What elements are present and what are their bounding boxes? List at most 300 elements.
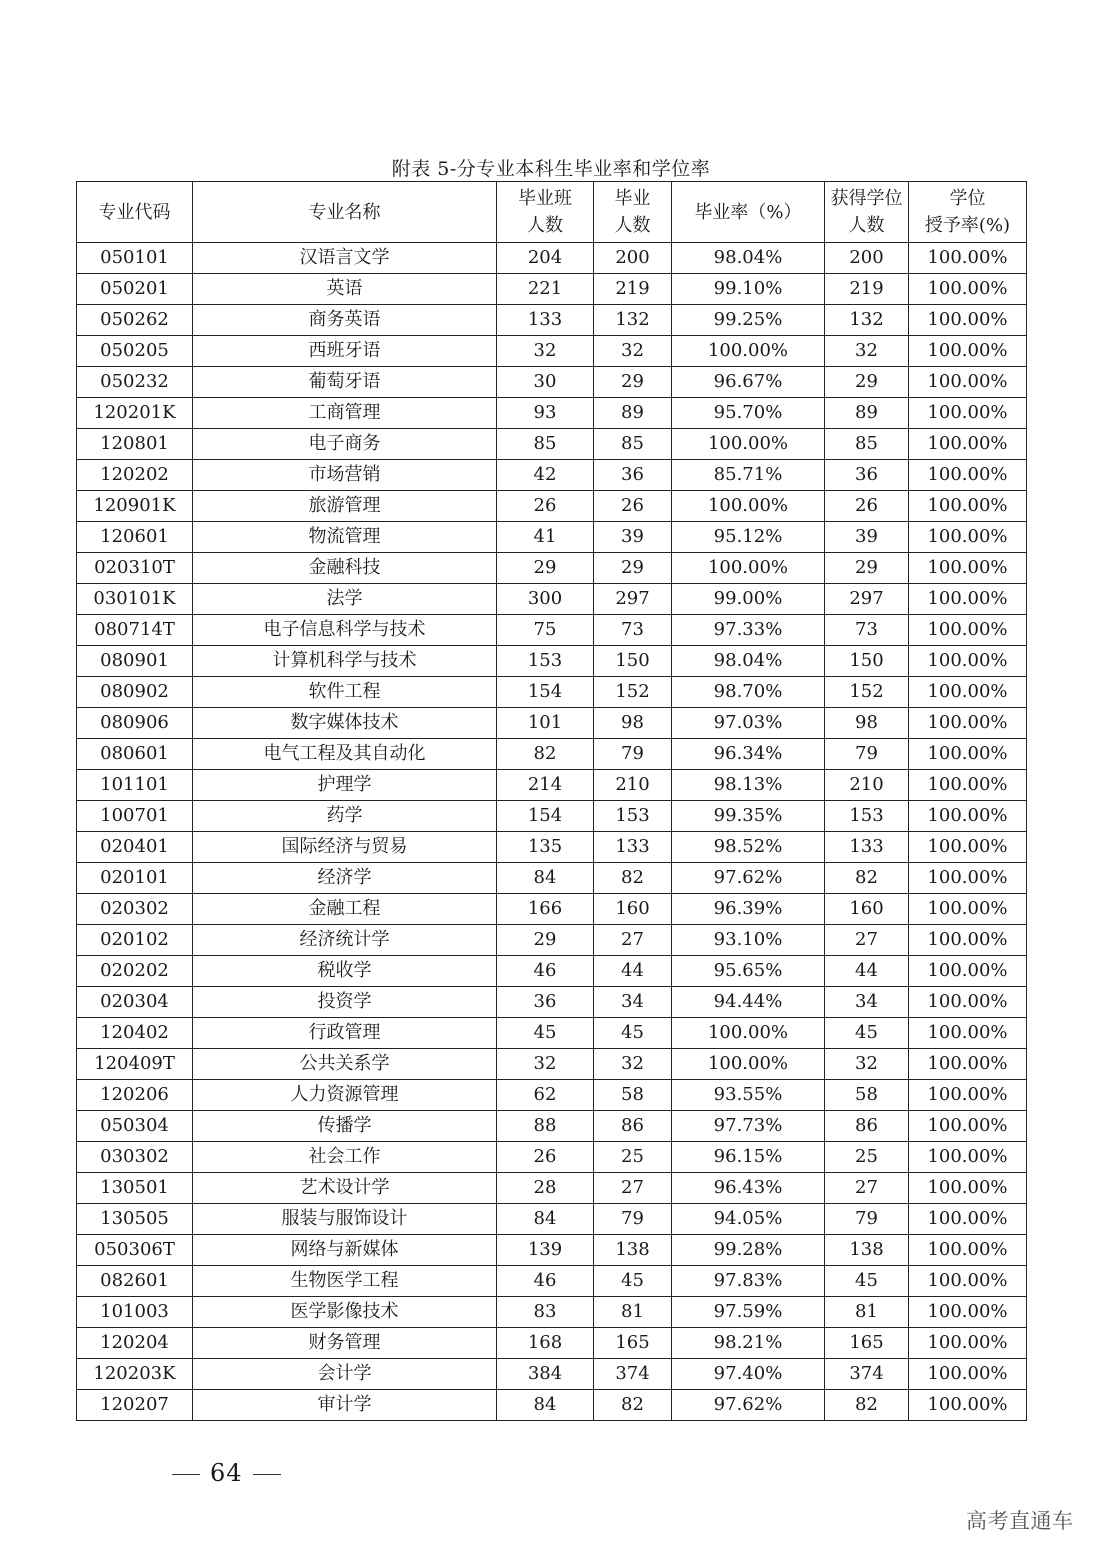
cell-major-name: 商务英语 <box>193 305 497 336</box>
cell-degree-count: 58 <box>825 1080 909 1111</box>
cell-major-code: 120409T <box>77 1049 193 1080</box>
cell-grad-rate: 100.00% <box>672 491 825 522</box>
cell-major-code: 020304 <box>77 987 193 1018</box>
cell-class-count: 139 <box>497 1235 594 1266</box>
cell-major-name: 护理学 <box>193 770 497 801</box>
cell-grad-count: 133 <box>594 832 672 863</box>
table-row <box>77 1359 1027 1390</box>
table-row <box>77 1328 1027 1359</box>
cell-grad-rate: 97.62% <box>672 1390 825 1421</box>
cell-major-code: 120901K <box>77 491 193 522</box>
cell-grad-count: 153 <box>594 801 672 832</box>
cell-degree-rate: 100.00% <box>909 1142 1027 1173</box>
cell-class-count: 75 <box>497 615 594 646</box>
cell-class-count: 133 <box>497 305 594 336</box>
cell-grad-rate: 99.25% <box>672 305 825 336</box>
cell-major-name: 公共关系学 <box>193 1049 497 1080</box>
table-row <box>77 925 1027 956</box>
cell-grad-count: 34 <box>594 987 672 1018</box>
header-grad-rate: 毕业率（%） <box>672 182 825 243</box>
cell-grad-count: 45 <box>594 1018 672 1049</box>
cell-degree-rate: 100.00% <box>909 739 1027 770</box>
cell-major-name: 金融科技 <box>193 553 497 584</box>
cell-class-count: 41 <box>497 522 594 553</box>
cell-grad-rate: 99.35% <box>672 801 825 832</box>
cell-major-name: 法学 <box>193 584 497 615</box>
table-row <box>77 1235 1027 1266</box>
cell-major-name: 税收学 <box>193 956 497 987</box>
cell-degree-rate: 100.00% <box>909 367 1027 398</box>
header-grad-count-line2: 人数 <box>614 215 651 236</box>
cell-major-code: 120204 <box>77 1328 193 1359</box>
cell-grad-rate: 98.52% <box>672 832 825 863</box>
cell-class-count: 26 <box>497 1142 594 1173</box>
cell-major-code: 080901 <box>77 646 193 677</box>
table-row <box>77 1266 1027 1297</box>
cell-grad-count: 26 <box>594 491 672 522</box>
table-row <box>77 832 1027 863</box>
cell-class-count: 204 <box>497 243 594 274</box>
cell-degree-rate: 100.00% <box>909 522 1027 553</box>
cell-grad-count: 132 <box>594 305 672 336</box>
cell-major-name: 西班牙语 <box>193 336 497 367</box>
cell-class-count: 36 <box>497 987 594 1018</box>
header-class-count <box>497 182 594 243</box>
table-row <box>77 646 1027 677</box>
cell-grad-rate: 97.03% <box>672 708 825 739</box>
cell-class-count: 384 <box>497 1359 594 1390</box>
cell-grad-rate: 85.71% <box>672 460 825 491</box>
cell-degree-count: 36 <box>825 460 909 491</box>
cell-major-code: 080714T <box>77 615 193 646</box>
cell-degree-rate: 100.00% <box>909 243 1027 274</box>
cell-major-code: 050306T <box>77 1235 193 1266</box>
cell-grad-rate: 94.44% <box>672 987 825 1018</box>
cell-degree-count: 98 <box>825 708 909 739</box>
cell-degree-count: 45 <box>825 1018 909 1049</box>
cell-grad-rate: 95.65% <box>672 956 825 987</box>
table-row <box>77 615 1027 646</box>
header-degree-rate-line2: 授予率(%) <box>924 215 1011 236</box>
header-degree-count <box>825 182 909 243</box>
cell-major-code: 120206 <box>77 1080 193 1111</box>
table-row <box>77 708 1027 739</box>
cell-grad-rate: 95.12% <box>672 522 825 553</box>
cell-major-code: 101101 <box>77 770 193 801</box>
cell-degree-count: 152 <box>825 677 909 708</box>
cell-degree-rate: 100.00% <box>909 646 1027 677</box>
cell-class-count: 84 <box>497 1204 594 1235</box>
cell-class-count: 154 <box>497 801 594 832</box>
cell-grad-rate: 97.59% <box>672 1297 825 1328</box>
table-row <box>77 491 1027 522</box>
cell-major-name: 生物医学工程 <box>193 1266 497 1297</box>
cell-grad-rate: 97.83% <box>672 1266 825 1297</box>
cell-major-code: 050201 <box>77 274 193 305</box>
cell-degree-rate: 100.00% <box>909 677 1027 708</box>
cell-grad-rate: 100.00% <box>672 1049 825 1080</box>
cell-class-count: 166 <box>497 894 594 925</box>
cell-grad-count: 27 <box>594 925 672 956</box>
cell-degree-count: 82 <box>825 1390 909 1421</box>
cell-grad-count: 200 <box>594 243 672 274</box>
cell-major-code: 020202 <box>77 956 193 987</box>
cell-degree-count: 133 <box>825 832 909 863</box>
cell-major-code: 082601 <box>77 1266 193 1297</box>
table-row <box>77 894 1027 925</box>
cell-class-count: 83 <box>497 1297 594 1328</box>
cell-grad-rate: 93.10% <box>672 925 825 956</box>
table-row <box>77 863 1027 894</box>
cell-major-code: 020302 <box>77 894 193 925</box>
cell-degree-count: 86 <box>825 1111 909 1142</box>
cell-major-code: 080902 <box>77 677 193 708</box>
cell-major-code: 120207 <box>77 1390 193 1421</box>
cell-class-count: 29 <box>497 553 594 584</box>
cell-class-count: 84 <box>497 863 594 894</box>
cell-major-code: 050232 <box>77 367 193 398</box>
cell-grad-count: 150 <box>594 646 672 677</box>
cell-degree-rate: 100.00% <box>909 584 1027 615</box>
cell-degree-rate: 100.00% <box>909 398 1027 429</box>
cell-class-count: 28 <box>497 1173 594 1204</box>
cell-major-name: 网络与新媒体 <box>193 1235 497 1266</box>
cell-grad-count: 138 <box>594 1235 672 1266</box>
cell-degree-count: 153 <box>825 801 909 832</box>
cell-degree-rate: 100.00% <box>909 1390 1027 1421</box>
cell-major-code: 100701 <box>77 801 193 832</box>
cell-degree-rate: 100.00% <box>909 956 1027 987</box>
cell-degree-rate: 100.00% <box>909 925 1027 956</box>
cell-major-name: 药学 <box>193 801 497 832</box>
cell-grad-count: 82 <box>594 863 672 894</box>
cell-degree-count: 160 <box>825 894 909 925</box>
cell-major-code: 120201K <box>77 398 193 429</box>
cell-grad-count: 82 <box>594 1390 672 1421</box>
cell-degree-count: 89 <box>825 398 909 429</box>
cell-degree-rate: 100.00% <box>909 987 1027 1018</box>
cell-class-count: 93 <box>497 398 594 429</box>
cell-degree-rate: 100.00% <box>909 1328 1027 1359</box>
cell-grad-rate: 96.34% <box>672 739 825 770</box>
cell-degree-count: 32 <box>825 336 909 367</box>
cell-degree-rate: 100.00% <box>909 1297 1027 1328</box>
cell-grad-count: 89 <box>594 398 672 429</box>
cell-class-count: 153 <box>497 646 594 677</box>
table-row <box>77 367 1027 398</box>
header-class-count-line1: 毕业班 <box>518 188 572 209</box>
cell-class-count: 88 <box>497 1111 594 1142</box>
header-major-name: 专业名称 <box>193 182 497 243</box>
cell-degree-count: 79 <box>825 1204 909 1235</box>
cell-degree-rate: 100.00% <box>909 491 1027 522</box>
cell-grad-rate: 97.73% <box>672 1111 825 1142</box>
cell-major-name: 英语 <box>193 274 497 305</box>
cell-grad-rate: 93.55% <box>672 1080 825 1111</box>
graduation-degree-table <box>76 181 1027 1421</box>
cell-major-name: 工商管理 <box>193 398 497 429</box>
cell-grad-count: 44 <box>594 956 672 987</box>
cell-degree-count: 200 <box>825 243 909 274</box>
table-row <box>77 553 1027 584</box>
cell-grad-count: 85 <box>594 429 672 460</box>
cell-major-code: 030101K <box>77 584 193 615</box>
header-degree-count-line2: 人数 <box>848 215 885 236</box>
page-footer <box>162 1459 291 1487</box>
cell-class-count: 82 <box>497 739 594 770</box>
cell-grad-count: 79 <box>594 739 672 770</box>
cell-degree-rate: 100.00% <box>909 615 1027 646</box>
cell-degree-rate: 100.00% <box>909 801 1027 832</box>
cell-grad-count: 374 <box>594 1359 672 1390</box>
cell-class-count: 84 <box>497 1390 594 1421</box>
cell-class-count: 29 <box>497 925 594 956</box>
cell-major-name: 市场营销 <box>193 460 497 491</box>
cell-class-count: 101 <box>497 708 594 739</box>
cell-major-name: 葡萄牙语 <box>193 367 497 398</box>
cell-grad-count: 98 <box>594 708 672 739</box>
cell-class-count: 135 <box>497 832 594 863</box>
cell-grad-rate: 98.21% <box>672 1328 825 1359</box>
cell-grad-count: 36 <box>594 460 672 491</box>
cell-grad-rate: 95.70% <box>672 398 825 429</box>
cell-grad-rate: 98.70% <box>672 677 825 708</box>
table-row <box>77 1018 1027 1049</box>
cell-grad-count: 86 <box>594 1111 672 1142</box>
cell-grad-rate: 96.67% <box>672 367 825 398</box>
cell-grad-count: 25 <box>594 1142 672 1173</box>
table-row <box>77 1390 1027 1421</box>
page-number: 64 <box>210 1459 243 1487</box>
cell-major-code: 080601 <box>77 739 193 770</box>
cell-degree-rate: 100.00% <box>909 770 1027 801</box>
cell-grad-rate: 100.00% <box>672 336 825 367</box>
cell-degree-rate: 100.00% <box>909 1018 1027 1049</box>
cell-degree-count: 34 <box>825 987 909 1018</box>
cell-degree-rate: 100.00% <box>909 832 1027 863</box>
cell-major-name: 人力资源管理 <box>193 1080 497 1111</box>
cell-major-name: 行政管理 <box>193 1018 497 1049</box>
table-row <box>77 584 1027 615</box>
cell-major-code: 120402 <box>77 1018 193 1049</box>
cell-degree-rate: 100.00% <box>909 1235 1027 1266</box>
cell-class-count: 221 <box>497 274 594 305</box>
table-row <box>77 398 1027 429</box>
cell-major-code: 020310T <box>77 553 193 584</box>
table-row <box>77 274 1027 305</box>
page-number-left-dash <box>172 1474 200 1475</box>
header-major-code: 专业代码 <box>77 182 193 243</box>
cell-degree-count: 26 <box>825 491 909 522</box>
table-row <box>77 1111 1027 1142</box>
cell-grad-rate: 97.33% <box>672 615 825 646</box>
cell-degree-rate: 100.00% <box>909 1049 1027 1080</box>
cell-class-count: 214 <box>497 770 594 801</box>
table-row <box>77 305 1027 336</box>
cell-major-code: 101003 <box>77 1297 193 1328</box>
cell-degree-count: 27 <box>825 925 909 956</box>
table-row <box>77 1297 1027 1328</box>
cell-grad-rate: 96.43% <box>672 1173 825 1204</box>
cell-degree-rate: 100.00% <box>909 708 1027 739</box>
table-row <box>77 987 1027 1018</box>
cell-major-code: 020101 <box>77 863 193 894</box>
cell-class-count: 62 <box>497 1080 594 1111</box>
header-grad-count-line1: 毕业 <box>614 188 651 209</box>
table-title: 附表 5-分专业本科生毕业率和学位率 <box>391 158 711 180</box>
cell-degree-count: 132 <box>825 305 909 336</box>
cell-grad-rate: 98.04% <box>672 243 825 274</box>
cell-class-count: 42 <box>497 460 594 491</box>
cell-major-code: 050205 <box>77 336 193 367</box>
cell-degree-count: 165 <box>825 1328 909 1359</box>
header-grad-count <box>594 182 672 243</box>
cell-grad-count: 210 <box>594 770 672 801</box>
cell-grad-rate: 94.05% <box>672 1204 825 1235</box>
cell-major-name: 经济学 <box>193 863 497 894</box>
cell-degree-rate: 100.00% <box>909 1080 1027 1111</box>
table-row <box>77 1049 1027 1080</box>
cell-major-name: 金融工程 <box>193 894 497 925</box>
cell-major-name: 传播学 <box>193 1111 497 1142</box>
cell-grad-rate: 97.62% <box>672 863 825 894</box>
cell-degree-rate: 100.00% <box>909 1173 1027 1204</box>
cell-grad-rate: 97.40% <box>672 1359 825 1390</box>
table-row <box>77 336 1027 367</box>
cell-degree-rate: 100.00% <box>909 274 1027 305</box>
cell-major-name: 计算机科学与技术 <box>193 646 497 677</box>
table-row <box>77 243 1027 274</box>
cell-class-count: 45 <box>497 1018 594 1049</box>
cell-grad-count: 29 <box>594 553 672 584</box>
cell-degree-count: 29 <box>825 367 909 398</box>
cell-grad-count: 165 <box>594 1328 672 1359</box>
cell-class-count: 168 <box>497 1328 594 1359</box>
cell-degree-count: 73 <box>825 615 909 646</box>
table-row <box>77 1204 1027 1235</box>
cell-grad-count: 73 <box>594 615 672 646</box>
table-row <box>77 956 1027 987</box>
cell-degree-count: 32 <box>825 1049 909 1080</box>
cell-degree-count: 297 <box>825 584 909 615</box>
cell-class-count: 46 <box>497 1266 594 1297</box>
table-body <box>77 243 1027 1421</box>
cell-grad-rate: 100.00% <box>672 429 825 460</box>
cell-degree-rate: 100.00% <box>909 1266 1027 1297</box>
table-row <box>77 1142 1027 1173</box>
cell-grad-rate: 96.15% <box>672 1142 825 1173</box>
cell-grad-count: 79 <box>594 1204 672 1235</box>
cell-degree-count: 29 <box>825 553 909 584</box>
cell-grad-count: 160 <box>594 894 672 925</box>
cell-class-count: 85 <box>497 429 594 460</box>
header-degree-rate <box>909 182 1027 243</box>
cell-degree-count: 82 <box>825 863 909 894</box>
cell-degree-count: 150 <box>825 646 909 677</box>
header-class-count-line2: 人数 <box>527 215 563 236</box>
table-row <box>77 522 1027 553</box>
cell-class-count: 32 <box>497 1049 594 1080</box>
cell-major-name: 物流管理 <box>193 522 497 553</box>
cell-class-count: 300 <box>497 584 594 615</box>
cell-degree-count: 210 <box>825 770 909 801</box>
cell-class-count: 32 <box>497 336 594 367</box>
cell-grad-count: 27 <box>594 1173 672 1204</box>
cell-degree-rate: 100.00% <box>909 1204 1027 1235</box>
cell-major-code: 020102 <box>77 925 193 956</box>
cell-grad-rate: 99.28% <box>672 1235 825 1266</box>
cell-major-code: 020401 <box>77 832 193 863</box>
cell-degree-count: 138 <box>825 1235 909 1266</box>
cell-degree-count: 219 <box>825 274 909 305</box>
cell-degree-count: 374 <box>825 1359 909 1390</box>
cell-major-name: 审计学 <box>193 1390 497 1421</box>
cell-grad-rate: 98.13% <box>672 770 825 801</box>
cell-grad-count: 45 <box>594 1266 672 1297</box>
cell-major-name: 投资学 <box>193 987 497 1018</box>
page-number-right-dash <box>253 1474 281 1475</box>
cell-major-code: 120203K <box>77 1359 193 1390</box>
cell-degree-rate: 100.00% <box>909 1359 1027 1390</box>
cell-major-name: 经济统计学 <box>193 925 497 956</box>
cell-degree-rate: 100.00% <box>909 460 1027 491</box>
header-degree-count-line1: 获得学位 <box>830 188 903 209</box>
cell-grad-rate: 99.00% <box>672 584 825 615</box>
cell-major-code: 050262 <box>77 305 193 336</box>
cell-grad-rate: 99.10% <box>672 274 825 305</box>
cell-major-name: 财务管理 <box>193 1328 497 1359</box>
cell-major-name: 电气工程及其自动化 <box>193 739 497 770</box>
cell-grad-rate: 100.00% <box>672 1018 825 1049</box>
table-row <box>77 739 1027 770</box>
cell-degree-count: 25 <box>825 1142 909 1173</box>
cell-major-name: 会计学 <box>193 1359 497 1390</box>
table-row <box>77 677 1027 708</box>
cell-degree-rate: 100.00% <box>909 1111 1027 1142</box>
table-row <box>77 801 1027 832</box>
cell-major-name: 软件工程 <box>193 677 497 708</box>
cell-grad-count: 219 <box>594 274 672 305</box>
cell-grad-count: 32 <box>594 1049 672 1080</box>
cell-degree-count: 81 <box>825 1297 909 1328</box>
cell-major-code: 130501 <box>77 1173 193 1204</box>
cell-grad-count: 32 <box>594 336 672 367</box>
table-row <box>77 1173 1027 1204</box>
cell-major-name: 服装与服饰设计 <box>193 1204 497 1235</box>
cell-degree-rate: 100.00% <box>909 863 1027 894</box>
cell-grad-count: 81 <box>594 1297 672 1328</box>
cell-major-code: 080906 <box>77 708 193 739</box>
table-row <box>77 429 1027 460</box>
cell-degree-count: 44 <box>825 956 909 987</box>
cell-grad-rate: 96.39% <box>672 894 825 925</box>
cell-major-code: 030302 <box>77 1142 193 1173</box>
cell-degree-count: 45 <box>825 1266 909 1297</box>
cell-major-code: 120202 <box>77 460 193 491</box>
watermark-text: 高考直通车 <box>966 1509 1074 1533</box>
table-row <box>77 1080 1027 1111</box>
cell-grad-rate: 98.04% <box>672 646 825 677</box>
cell-degree-count: 39 <box>825 522 909 553</box>
cell-degree-rate: 100.00% <box>909 336 1027 367</box>
cell-major-code: 120801 <box>77 429 193 460</box>
cell-major-name: 电子信息科学与技术 <box>193 615 497 646</box>
cell-major-name: 国际经济与贸易 <box>193 832 497 863</box>
cell-grad-count: 152 <box>594 677 672 708</box>
cell-grad-count: 29 <box>594 367 672 398</box>
cell-major-name: 社会工作 <box>193 1142 497 1173</box>
cell-class-count: 30 <box>497 367 594 398</box>
